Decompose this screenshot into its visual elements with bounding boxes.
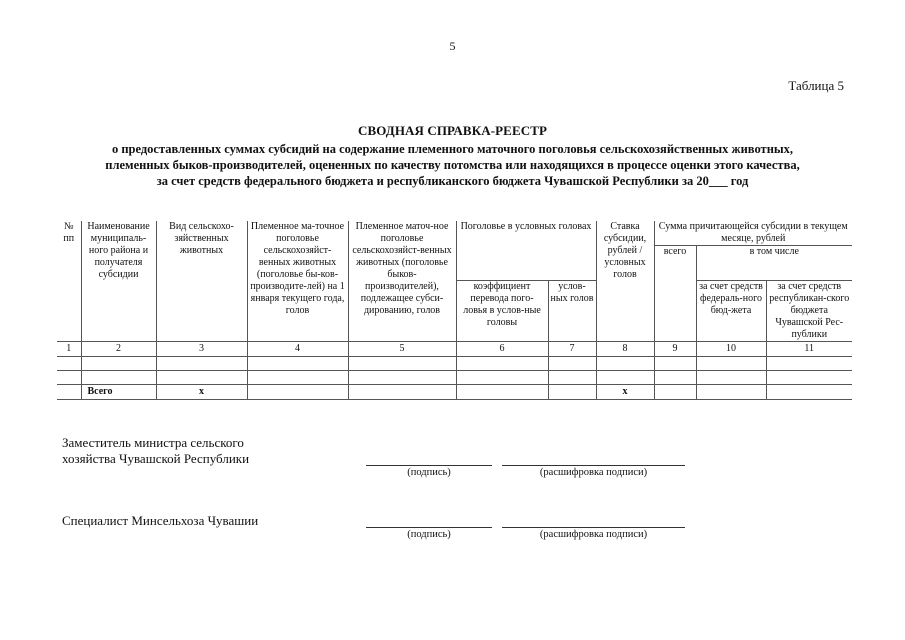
signatory-title-specialist (62, 513, 258, 529)
column-number: 9 (654, 342, 696, 357)
signatory-title-line: Заместитель министра сельского (62, 435, 244, 450)
signature-decode-caption: (расшифровка подписи) (539, 467, 648, 478)
subtitle-line: о предоставленных суммах субсидий на содержание племенного маточного поголовья сельскохозяйственных животных, (111, 142, 794, 156)
signature-caption: (подпись) (407, 529, 451, 540)
header-no: № пп (57, 221, 81, 342)
column-number: 5 (348, 342, 456, 357)
signature-line[interactable] (366, 465, 492, 466)
header-animal-type: Вид сельскохо-зяйственных животных (156, 221, 247, 342)
total-label: Всего (81, 385, 156, 400)
header-total: всего (654, 246, 696, 342)
header-republic: за счет средств республикан-ского бюджета Чувашской Рес-публики (766, 281, 852, 342)
header-name: Наименование муниципаль-ного района и получателя субсидии (81, 221, 156, 342)
signature-decode-line[interactable] (502, 465, 685, 466)
column-number: 3 (156, 342, 247, 357)
total-row (57, 385, 852, 400)
column-number: 2 (81, 342, 156, 357)
signature-decode-line[interactable] (502, 527, 685, 528)
signatory-title-deputy-minister (62, 435, 249, 467)
signature-decode-caption: (расшифровка подписи) (539, 529, 648, 540)
column-number: 10 (696, 342, 766, 357)
header-amount-due: Сумма причитающейся субсидии в текущем месяце, рублей (654, 221, 852, 246)
signatory-title-line: Специалист Минсельхоза Чувашии (62, 513, 259, 528)
subtitle-line: племенных быков-производителей, оцененных по качеству потомства или находящихся в процессе оценки этого качества, (105, 158, 800, 172)
header-stock-subsidized: Племенное маточ-ное поголовье сельскохозяйст-венных животных (поголовье быков-производителей), подлежащее субси-дированию, голов (348, 221, 456, 342)
column-number: 8 (596, 342, 654, 357)
table-row (57, 371, 852, 385)
column-number: 4 (247, 342, 348, 357)
column-number: 11 (766, 342, 852, 357)
header-rate: Ставка субсидии, рублей / условных голов (596, 221, 654, 342)
document-subtitle (30, 141, 875, 189)
header-coefficient: коэффициент перевода пого-ловья в услов-ные головы (456, 281, 548, 342)
header-conditional-heads: Поголовье в условных головах (456, 221, 596, 281)
table-label: Таблица 5 (788, 78, 844, 93)
header-stock-jan1: Племенное ма-точное поголовье сельскохозяйст-венных животных (поголовье бы-ков-производите-лей) на 1 января текущего года, голов (247, 221, 348, 342)
signature-line[interactable] (366, 527, 492, 528)
page-number: 5 (449, 39, 456, 53)
registry-table (57, 221, 852, 400)
subtitle-line: за счет средств федерального бюджета и республиканского бюджета Чувашской Республики за 20___ год (156, 174, 749, 188)
signatory-title-line: хозяйства Чувашской Республики (62, 451, 250, 466)
header-federal: за счет средств федераль-ного бюд-жета (696, 281, 766, 342)
document-title: СВОДНАЯ СПРАВКА-РЕЕСТР (357, 123, 548, 138)
header-including: в том числе (696, 246, 852, 281)
total-rate-mark: x (596, 385, 654, 400)
signature-caption: (подпись) (407, 467, 451, 478)
column-number: 7 (548, 342, 596, 357)
column-number: 1 (57, 342, 81, 357)
header-conditional: услов-ных голов (548, 281, 596, 342)
table-row (57, 357, 852, 371)
total-type-mark: x (156, 385, 247, 400)
column-number-row (57, 342, 852, 357)
column-number: 6 (456, 342, 548, 357)
